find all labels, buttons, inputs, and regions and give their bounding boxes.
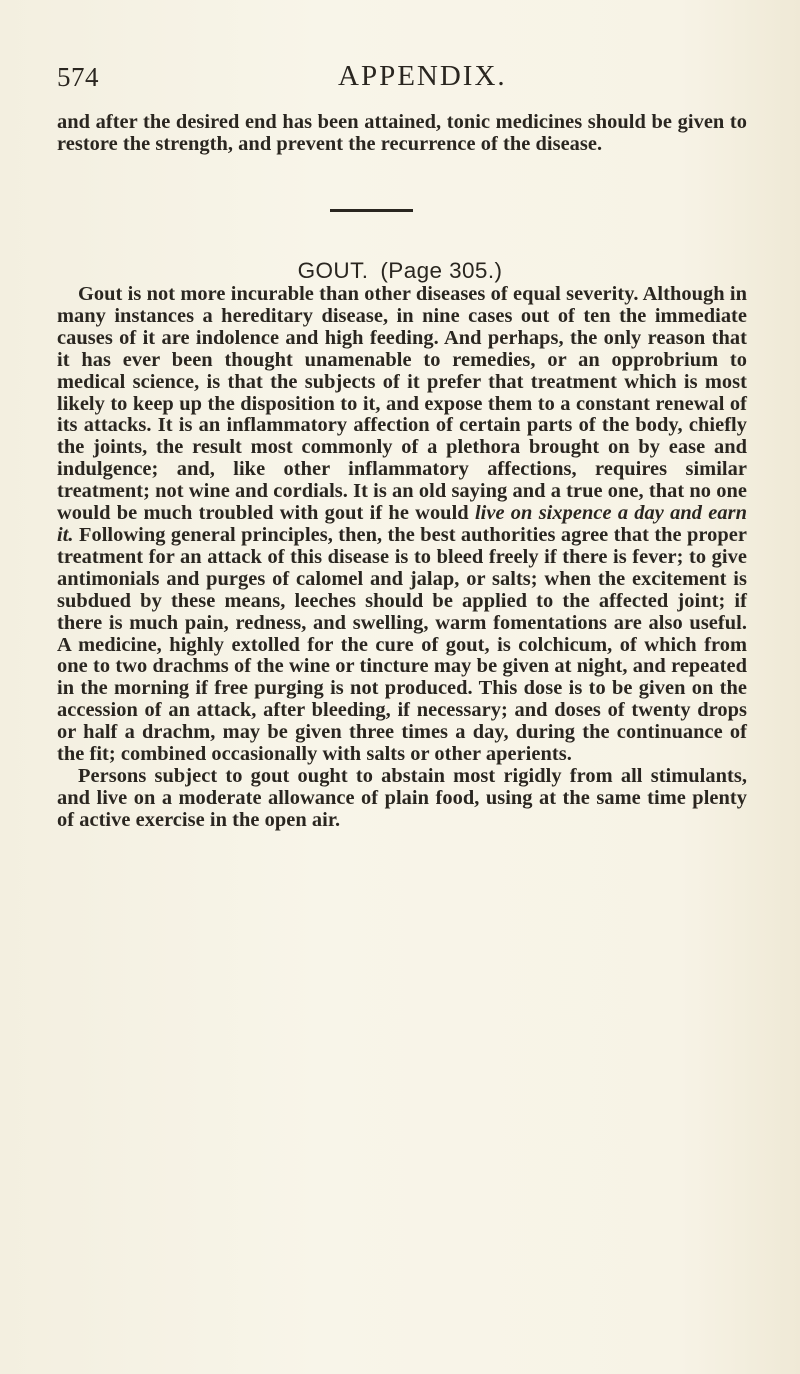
paragraph-1-part-2: Following general principles, then, the best authorities agree that the proper treatment for an attack of this disease is to bleed freely if there is fever; to give antimonials and purges of calomel and jalap, or salts; when the excitement is subdued by these means, leeches should be applied to the affected joint; if there is much pain, redness, and swelling, warm fomentations are also useful. A medicine, highly extolled for the cure of gout, is colchicum, of which from one to two drachms of the wine or tincture may be given at night, and repeated in the morning if free purging is not produced. This dose is to be given on the accession of an attack, after bleeding, if necessary; and doses of twenty drops or half a drachm, may be given three times a day, during the continuance of the fit; combined occasionally with salts or other aperients. xyxy=(57,523,747,766)
paragraph-2: Persons subject to gout ought to abstain most rigidly from all stimulants, and live on a moderate allowance of plain food, using at the same time plenty of active exercise in the open air. xyxy=(57,764,747,831)
running-title: APPENDIX. xyxy=(338,60,507,92)
section-heading xyxy=(0,258,800,284)
section-divider xyxy=(330,209,413,212)
paragraph-1-part-1: Gout is not more incurable than other diseases of equal severity. Although in many instances a hereditary disease, in nine cases out of ten the immediate causes of it are indolence and high feeding. And perhaps, the only reason that it has ever been thought unamenable to remedies, or an opprobrium to medical science, is that the subjects of it prefer that treatment which is most likely to keep up the disposition to it, and expose them to a constant renewal of its attacks. It is an inflammatory affection of certain parts of the body, chiefly the joints, the result most commonly of a plethora brought on by ease and indulgence; and, like other inflammatory affections, requires similar treatment; not wine and cordials. It is an old saying and a true one, that no one would be much troubled with gout if he would xyxy=(57,283,747,525)
section-title: GOUT. xyxy=(297,258,369,283)
intro-paragraph: and after the desired end has been attained, tonic medicines should be given to restore the strength, and prevent the recurrence of the disease. xyxy=(57,111,747,155)
paragraph-1 xyxy=(57,284,747,766)
running-head xyxy=(57,60,747,96)
section-page-ref: (Page 305.) xyxy=(380,258,503,283)
paragraph-1-italic-quote: live on sixpence a day and earn it. xyxy=(57,502,747,546)
page-number: 574 xyxy=(57,62,99,92)
section-body xyxy=(57,284,747,832)
